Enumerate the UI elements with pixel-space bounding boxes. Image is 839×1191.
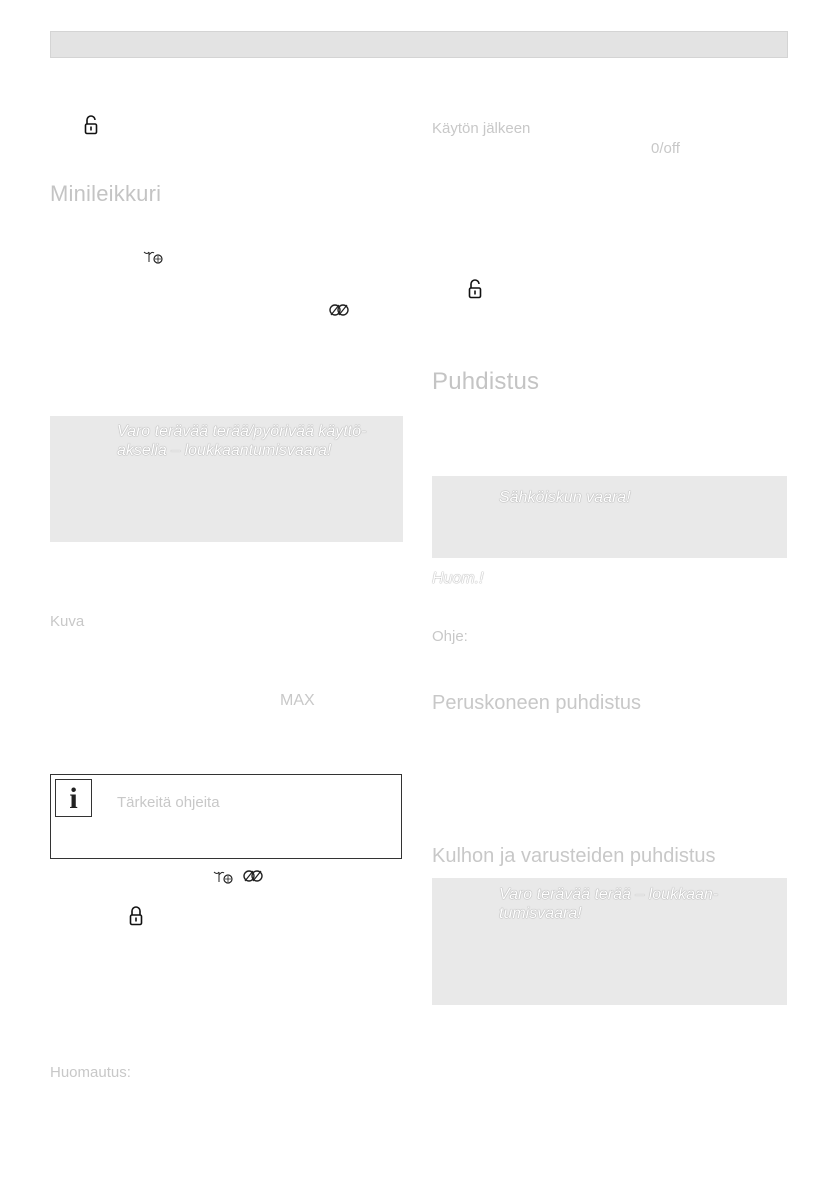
label-ohje: Ohje: bbox=[432, 628, 468, 645]
info-title: Tärkeitä ohjeita bbox=[117, 794, 220, 811]
header-bar bbox=[50, 31, 788, 58]
label-huom: Huom.! bbox=[432, 570, 484, 587]
label-max: MAX bbox=[280, 692, 315, 709]
lock-icon bbox=[129, 906, 143, 926]
label-off: 0/off bbox=[651, 140, 680, 157]
heading-minileikkuri: Minileikkuri bbox=[50, 181, 162, 206]
warning-box-blade bbox=[432, 878, 787, 1005]
pulse-infinity-icon bbox=[328, 303, 350, 317]
warning-shock-text: Sähköiskun vaara! bbox=[499, 489, 631, 506]
herb-chop-icon bbox=[142, 248, 166, 264]
unlock-icon bbox=[468, 279, 482, 299]
warning-box-shock bbox=[432, 476, 787, 558]
heading-puhdistus: Puhdistus bbox=[432, 368, 540, 395]
info-icon: i bbox=[55, 779, 92, 817]
info-note-box bbox=[50, 774, 402, 859]
unlock-icon bbox=[84, 115, 98, 135]
label-kuva: Kuva bbox=[50, 613, 85, 630]
heading-peruskone: Peruskoneen puhdistus bbox=[432, 692, 642, 714]
heading-kulho: Kulhon ja varusteiden puhdistus bbox=[432, 845, 716, 867]
warning-box bbox=[50, 416, 403, 542]
herb-chop-icon bbox=[212, 868, 236, 884]
pulse-infinity-icon bbox=[242, 869, 264, 883]
label-kayton-jalkeen: Käytön jälkeen bbox=[432, 120, 531, 137]
warning-text: Varo terävää terää/pyörivää käyttö-akselia – loukkaantumisvaara! bbox=[117, 423, 367, 459]
label-huomautus: Huomautus: bbox=[50, 1064, 131, 1081]
warning-blade-text: Varo terävää terää – loukkaan-tumisvaara! bbox=[499, 886, 719, 922]
